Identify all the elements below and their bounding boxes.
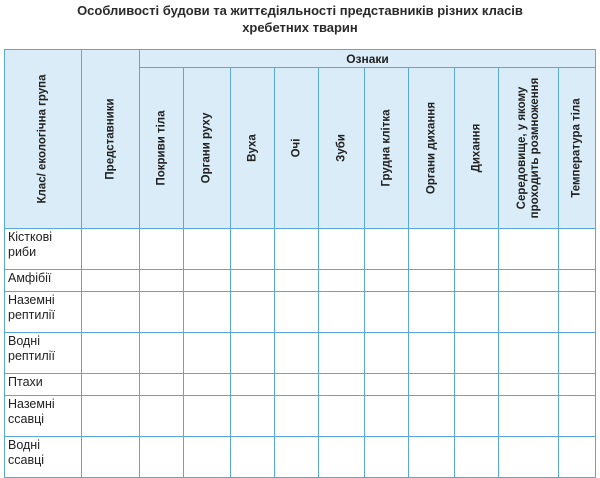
table-cell[interactable]	[82, 229, 140, 270]
table-cell[interactable]	[365, 229, 409, 270]
table-cell[interactable]	[319, 374, 365, 396]
table-cell[interactable]	[559, 229, 596, 270]
title-line-2: хребетних тварин	[242, 20, 358, 35]
table-cell[interactable]	[184, 270, 231, 292]
table-cell[interactable]	[140, 374, 184, 396]
table-cell[interactable]	[499, 396, 559, 437]
row-label: Кісткові риби	[5, 229, 82, 270]
table-cell[interactable]	[455, 396, 499, 437]
table-row	[5, 396, 596, 437]
table-cell[interactable]	[365, 374, 409, 396]
table-cell[interactable]	[140, 437, 184, 478]
table-cell[interactable]	[82, 374, 140, 396]
table-cell[interactable]	[499, 292, 559, 333]
table-cell[interactable]	[365, 333, 409, 374]
table-cell[interactable]	[499, 437, 559, 478]
header-feature-respiration: Дихання	[455, 68, 499, 229]
table-cell[interactable]	[365, 437, 409, 478]
table-cell[interactable]	[82, 270, 140, 292]
row-label: Наземні ссавці	[5, 396, 82, 437]
table-cell[interactable]	[559, 292, 596, 333]
table-cell[interactable]	[559, 270, 596, 292]
table-cell[interactable]	[140, 229, 184, 270]
table-cell[interactable]	[409, 292, 455, 333]
table-cell[interactable]	[275, 396, 319, 437]
table-cell[interactable]	[455, 437, 499, 478]
table-cell[interactable]	[409, 229, 455, 270]
row-label: Амфібії	[5, 270, 82, 292]
table-cell[interactable]	[365, 292, 409, 333]
row-label: Водні ссавці	[5, 437, 82, 478]
table-row	[5, 333, 596, 374]
header-feature-teeth: Зуби	[319, 68, 365, 229]
table-cell[interactable]	[184, 292, 231, 333]
table-cell[interactable]	[231, 292, 275, 333]
table-row	[5, 374, 596, 396]
table-cell[interactable]	[559, 374, 596, 396]
table-cell[interactable]	[231, 333, 275, 374]
table-cell[interactable]	[409, 396, 455, 437]
table-cell[interactable]	[82, 396, 140, 437]
table-cell[interactable]	[275, 333, 319, 374]
table-cell[interactable]	[82, 333, 140, 374]
table-cell[interactable]	[455, 292, 499, 333]
header-feature-respiratory-organs: Органи дихання	[409, 68, 455, 229]
vertebrates-table	[4, 49, 596, 478]
table-cell[interactable]	[140, 270, 184, 292]
table-cell[interactable]	[319, 437, 365, 478]
table-cell[interactable]	[409, 270, 455, 292]
table-cell[interactable]	[184, 333, 231, 374]
header-representatives: Представники	[82, 50, 140, 229]
table-cell[interactable]	[499, 374, 559, 396]
table-cell[interactable]	[365, 270, 409, 292]
table-cell[interactable]	[499, 270, 559, 292]
table-cell[interactable]	[231, 396, 275, 437]
table-row	[5, 229, 596, 270]
title-line-1: Особливості будови та життєдіяльності представників різних класів	[77, 3, 523, 18]
table-cell[interactable]	[275, 437, 319, 478]
header-feature-body-temperature: Температура тіла	[559, 68, 596, 229]
table-cell[interactable]	[559, 437, 596, 478]
header-feature-eyes: Очі	[275, 68, 319, 229]
table-cell[interactable]	[409, 333, 455, 374]
header-feature-ears: Вуха	[231, 68, 275, 229]
table-cell[interactable]	[231, 374, 275, 396]
table-cell[interactable]	[455, 229, 499, 270]
table-cell[interactable]	[559, 396, 596, 437]
row-label: Водні рептилії	[5, 333, 82, 374]
table-cell[interactable]	[82, 292, 140, 333]
table-row	[5, 270, 596, 292]
table-cell[interactable]	[319, 270, 365, 292]
table-cell[interactable]	[275, 292, 319, 333]
table-cell[interactable]	[82, 437, 140, 478]
table-cell[interactable]	[184, 437, 231, 478]
row-label: Наземні рептилії	[5, 292, 82, 333]
table-cell[interactable]	[455, 333, 499, 374]
table-cell[interactable]	[409, 437, 455, 478]
table-cell[interactable]	[319, 333, 365, 374]
header-feature-chest: Грудна клітка	[365, 68, 409, 229]
header-feature-reproduction-env: Середовище, у якому проходить розмноження	[499, 68, 559, 229]
table-cell[interactable]	[231, 270, 275, 292]
table-cell[interactable]	[231, 437, 275, 478]
table-row	[5, 437, 596, 478]
table-cell[interactable]	[275, 229, 319, 270]
table-row	[5, 292, 596, 333]
table-cell[interactable]	[365, 396, 409, 437]
table-cell[interactable]	[231, 229, 275, 270]
table-cell[interactable]	[409, 374, 455, 396]
table-cell[interactable]	[184, 396, 231, 437]
header-features-group: Ознаки	[140, 50, 596, 68]
table-cell[interactable]	[140, 333, 184, 374]
table-cell[interactable]	[184, 229, 231, 270]
table-cell[interactable]	[499, 333, 559, 374]
table-cell[interactable]	[559, 333, 596, 374]
table-cell[interactable]	[184, 374, 231, 396]
page-title	[0, 2, 600, 36]
table-cell[interactable]	[319, 229, 365, 270]
table-cell[interactable]	[140, 396, 184, 437]
table-cell[interactable]	[455, 374, 499, 396]
table-cell[interactable]	[275, 374, 319, 396]
table-cell[interactable]	[499, 229, 559, 270]
header-feature-locomotion: Органи руху	[184, 68, 231, 229]
header-feature-body-cover: Покриви тіла	[140, 68, 184, 229]
table-cell[interactable]	[319, 396, 365, 437]
row-label: Птахи	[5, 374, 82, 396]
table-cell[interactable]	[275, 270, 319, 292]
table-cell[interactable]	[319, 292, 365, 333]
header-class-group: Клас/ екологічна група	[5, 50, 82, 229]
table-cell[interactable]	[455, 270, 499, 292]
table-cell[interactable]	[140, 292, 184, 333]
